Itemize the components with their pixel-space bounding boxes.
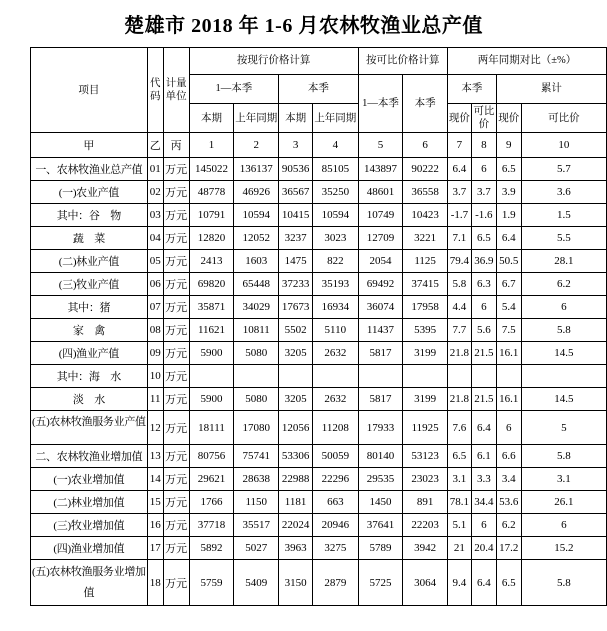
cell-value: 9.4	[447, 560, 471, 606]
cell-value: 37641	[358, 514, 403, 537]
row-label: (三)牧业产值	[31, 273, 148, 296]
row-label: (四)渔业增加值	[31, 537, 148, 560]
cell-value: 5395	[403, 319, 448, 342]
header-current-period-2: 本期	[279, 104, 313, 133]
cell-value: 35250	[313, 181, 359, 204]
cell-value: 12052	[234, 227, 279, 250]
row-code: 11	[147, 388, 163, 411]
cell-value: 36567	[279, 181, 313, 204]
cell-value: 5.8	[521, 560, 606, 606]
table-row	[31, 468, 607, 491]
cell-value	[403, 365, 448, 388]
table-row	[31, 365, 607, 388]
cell-value: 3.1	[447, 468, 471, 491]
cell-value	[234, 365, 279, 388]
cell-value: 6.6	[496, 445, 521, 468]
guide-cell: 2	[234, 133, 279, 158]
header-last-year-2: 上年同期	[313, 104, 359, 133]
cell-value: 10423	[403, 204, 448, 227]
cell-value: 20946	[313, 514, 359, 537]
header-q1-to-current: 1—本季	[189, 75, 279, 104]
cell-value: 28.1	[521, 250, 606, 273]
cell-value: 5.6	[471, 319, 496, 342]
cell-value: 6.2	[521, 273, 606, 296]
cell-value: 36074	[358, 296, 403, 319]
cell-value: 17933	[358, 411, 403, 445]
cell-value: 5900	[189, 342, 234, 365]
cell-value: 1125	[403, 250, 448, 273]
row-code: 02	[147, 181, 163, 204]
cell-value: 21.5	[471, 342, 496, 365]
cell-value: 3023	[313, 227, 359, 250]
cell-value: 5080	[234, 342, 279, 365]
cell-value: 12709	[358, 227, 403, 250]
cell-value: 3.1	[521, 468, 606, 491]
header-current-price-group: 按现行价格计算	[189, 48, 358, 75]
row-label: 其中：猪	[31, 296, 148, 319]
cell-value: 79.4	[447, 250, 471, 273]
table-row	[31, 491, 607, 514]
cell-value: 3942	[403, 537, 448, 560]
guide-cell: 4	[313, 133, 359, 158]
cell-value: 5725	[358, 560, 403, 606]
cell-value: 36.9	[471, 250, 496, 273]
guide-cell: 3	[279, 133, 313, 158]
cell-value: 90222	[403, 158, 448, 181]
row-label: (一)农业增加值	[31, 468, 148, 491]
row-unit: 万元	[163, 181, 189, 204]
cell-value: 5080	[234, 388, 279, 411]
cell-value	[496, 365, 521, 388]
cell-value: 3237	[279, 227, 313, 250]
row-unit: 万元	[163, 537, 189, 560]
row-unit: 万元	[163, 158, 189, 181]
cell-value: 1.9	[496, 204, 521, 227]
row-unit: 万元	[163, 514, 189, 537]
row-code: 13	[147, 445, 163, 468]
guide-cell: 乙	[147, 133, 163, 158]
cell-value: 50.5	[496, 250, 521, 273]
cell-value: 21	[447, 537, 471, 560]
cell-value: 2632	[313, 342, 359, 365]
row-label: 二、农林牧渔业增加值	[31, 445, 148, 468]
cell-value: 35517	[234, 514, 279, 537]
cell-value	[313, 365, 359, 388]
cell-value	[189, 365, 234, 388]
table-row	[31, 296, 607, 319]
cell-value: 35193	[313, 273, 359, 296]
row-unit: 万元	[163, 204, 189, 227]
cell-value: 7.6	[447, 411, 471, 445]
row-label: (二)林业产值	[31, 250, 148, 273]
cell-value: 11925	[403, 411, 448, 445]
row-unit: 万元	[163, 388, 189, 411]
cell-value: 3275	[313, 537, 359, 560]
table-row	[31, 514, 607, 537]
row-unit: 万元	[163, 365, 189, 388]
table-body	[31, 158, 607, 606]
cell-value: 891	[403, 491, 448, 514]
cell-value: 15.2	[521, 537, 606, 560]
cell-value: 10791	[189, 204, 234, 227]
table-row	[31, 560, 607, 606]
header-yoy-current-quarter: 本季	[447, 75, 496, 104]
cell-value: 14.5	[521, 342, 606, 365]
row-code: 01	[147, 158, 163, 181]
cell-value: 10594	[313, 204, 359, 227]
cell-value: 3199	[403, 342, 448, 365]
cell-value: 5502	[279, 319, 313, 342]
header-yoy-cumulative: 累计	[496, 75, 606, 104]
cell-value	[447, 365, 471, 388]
row-label: (四)渔业产值	[31, 342, 148, 365]
cell-value: 6.7	[496, 273, 521, 296]
header-yoy-group: 两年同期对比（±%）	[447, 48, 606, 75]
cell-value: 69492	[358, 273, 403, 296]
cell-value: 37233	[279, 273, 313, 296]
cell-value: 3064	[403, 560, 448, 606]
cell-value: 11621	[189, 319, 234, 342]
cell-value: 5.8	[447, 273, 471, 296]
cell-value: 36558	[403, 181, 448, 204]
table-row	[31, 537, 607, 560]
row-code: 14	[147, 468, 163, 491]
cell-value: 6.4	[496, 227, 521, 250]
header-comparable-price-q: 可比价	[471, 104, 496, 133]
header-current-quarter-comparable: 本季	[403, 75, 448, 133]
cell-value: 17.2	[496, 537, 521, 560]
row-label: (五)农林牧渔服务业增加值	[31, 560, 148, 606]
cell-value: 22203	[403, 514, 448, 537]
header-comparable-price-cum: 可比价	[521, 104, 606, 133]
cell-value: 3205	[279, 342, 313, 365]
row-unit: 万元	[163, 445, 189, 468]
cell-value	[279, 365, 313, 388]
row-code: 17	[147, 537, 163, 560]
cell-value: 7.5	[496, 319, 521, 342]
header-q1-to-current-comparable: 1—本季	[358, 75, 403, 133]
row-code: 10	[147, 365, 163, 388]
cell-value: 1450	[358, 491, 403, 514]
guide-cell: 5	[358, 133, 403, 158]
cell-value: 1475	[279, 250, 313, 273]
cell-value: 75741	[234, 445, 279, 468]
cell-value: 69820	[189, 273, 234, 296]
cell-value: 34029	[234, 296, 279, 319]
cell-value: 37718	[189, 514, 234, 537]
row-label: 一、农林牧渔业总产值	[31, 158, 148, 181]
row-unit: 万元	[163, 319, 189, 342]
cell-value: 6.4	[447, 158, 471, 181]
cell-value: 3.3	[471, 468, 496, 491]
row-code: 03	[147, 204, 163, 227]
cell-value: 78.1	[447, 491, 471, 514]
guide-cell: 7	[447, 133, 471, 158]
cell-value: 11208	[313, 411, 359, 445]
cell-value: 26.1	[521, 491, 606, 514]
row-label: (一)农业产值	[31, 181, 148, 204]
cell-value: 17958	[403, 296, 448, 319]
guide-cell: 9	[496, 133, 521, 158]
header-current-quarter: 本季	[279, 75, 358, 104]
cell-value: 18111	[189, 411, 234, 445]
cell-value: 5	[521, 411, 606, 445]
cell-value: 53306	[279, 445, 313, 468]
cell-value: 11437	[358, 319, 403, 342]
table-row	[31, 273, 607, 296]
guide-cell: 丙	[163, 133, 189, 158]
cell-value: 5817	[358, 342, 403, 365]
row-label: 其中：谷 物	[31, 204, 148, 227]
cell-value: 3.9	[496, 181, 521, 204]
row-code: 09	[147, 342, 163, 365]
cell-value: 6.5	[496, 560, 521, 606]
table-row	[31, 388, 607, 411]
cell-value: 1766	[189, 491, 234, 514]
row-label: (三)牧业增加值	[31, 514, 148, 537]
cell-value: 5789	[358, 537, 403, 560]
cell-value: 53.6	[496, 491, 521, 514]
header-current-price-cum: 现价	[496, 104, 521, 133]
cell-value: 1181	[279, 491, 313, 514]
cell-value: 2632	[313, 388, 359, 411]
cell-value: 80140	[358, 445, 403, 468]
cell-value: 48601	[358, 181, 403, 204]
cell-value: 5.7	[521, 158, 606, 181]
cell-value	[521, 365, 606, 388]
cell-value: 6.5	[496, 158, 521, 181]
guide-cell: 8	[471, 133, 496, 158]
cell-value: 6	[471, 514, 496, 537]
cell-value: 6.5	[447, 445, 471, 468]
cell-value: 6	[471, 296, 496, 319]
cell-value	[358, 365, 403, 388]
guide-cell: 10	[521, 133, 606, 158]
page-title: 楚雄市 2018 年 1-6 月农林牧渔业总产值	[124, 15, 483, 37]
header-row-groups	[31, 48, 607, 75]
row-code: 15	[147, 491, 163, 514]
cell-value: 663	[313, 491, 359, 514]
cell-value: 3199	[403, 388, 448, 411]
cell-value: 3.7	[471, 181, 496, 204]
row-code: 06	[147, 273, 163, 296]
cell-value: 12820	[189, 227, 234, 250]
cell-value: 6	[496, 411, 521, 445]
header-current-period-1: 本期	[189, 104, 234, 133]
cell-value: 17080	[234, 411, 279, 445]
cell-value: 37415	[403, 273, 448, 296]
cell-value: 5.8	[521, 319, 606, 342]
column-guide-row	[31, 133, 607, 158]
cell-value: 10749	[358, 204, 403, 227]
row-unit: 万元	[163, 296, 189, 319]
cell-value: 29535	[358, 468, 403, 491]
table-row	[31, 204, 607, 227]
cell-value: 5759	[189, 560, 234, 606]
output-value-table	[30, 47, 607, 606]
table-row	[31, 319, 607, 342]
cell-value: 1.5	[521, 204, 606, 227]
cell-value: 4.4	[447, 296, 471, 319]
cell-value: 5.4	[496, 296, 521, 319]
table-row	[31, 227, 607, 250]
cell-value: 6	[521, 296, 606, 319]
row-code: 12	[147, 411, 163, 445]
cell-value: 16.1	[496, 388, 521, 411]
guide-cell: 6	[403, 133, 448, 158]
cell-value: 16934	[313, 296, 359, 319]
cell-value: 2413	[189, 250, 234, 273]
guide-cell: 1	[189, 133, 234, 158]
row-code: 16	[147, 514, 163, 537]
cell-value: 6.4	[471, 411, 496, 445]
row-unit: 万元	[163, 273, 189, 296]
cell-value: 28638	[234, 468, 279, 491]
cell-value: 5.8	[521, 445, 606, 468]
row-code: 18	[147, 560, 163, 606]
cell-value: 17673	[279, 296, 313, 319]
cell-value: 2879	[313, 560, 359, 606]
cell-value: 3.6	[521, 181, 606, 204]
cell-value: 85105	[313, 158, 359, 181]
row-code: 08	[147, 319, 163, 342]
cell-value: 3150	[279, 560, 313, 606]
cell-value: 50059	[313, 445, 359, 468]
table-row	[31, 445, 607, 468]
cell-value: 3205	[279, 388, 313, 411]
cell-value: 3.7	[447, 181, 471, 204]
cell-value: 7.1	[447, 227, 471, 250]
cell-value: 21.8	[447, 388, 471, 411]
header-item: 项目	[31, 48, 148, 133]
cell-value: 6.2	[496, 514, 521, 537]
cell-value: 2054	[358, 250, 403, 273]
row-unit: 万元	[163, 227, 189, 250]
cell-value: 145022	[189, 158, 234, 181]
cell-value: 46926	[234, 181, 279, 204]
cell-value: 53123	[403, 445, 448, 468]
cell-value: 6.3	[471, 273, 496, 296]
cell-value: 3221	[403, 227, 448, 250]
row-unit: 万元	[163, 411, 189, 445]
cell-value: 34.4	[471, 491, 496, 514]
table-row	[31, 181, 607, 204]
cell-value: 12056	[279, 411, 313, 445]
cell-value: 22024	[279, 514, 313, 537]
cell-value: 20.4	[471, 537, 496, 560]
cell-value: 6.1	[471, 445, 496, 468]
row-label: (五)农林牧渔服务业产值	[31, 411, 148, 445]
row-code: 05	[147, 250, 163, 273]
cell-value: 29621	[189, 468, 234, 491]
cell-value: 21.8	[447, 342, 471, 365]
cell-value: 5892	[189, 537, 234, 560]
cell-value: 80756	[189, 445, 234, 468]
cell-value: 143897	[358, 158, 403, 181]
row-unit: 万元	[163, 468, 189, 491]
cell-value: 5.1	[447, 514, 471, 537]
header-comparable-price-group: 按可比价格计算	[358, 48, 447, 75]
table-row	[31, 342, 607, 365]
cell-value: 5900	[189, 388, 234, 411]
cell-value: 10415	[279, 204, 313, 227]
cell-value: 5409	[234, 560, 279, 606]
cell-value: 22296	[313, 468, 359, 491]
row-label: 其中：海 水	[31, 365, 148, 388]
cell-value: 16.1	[496, 342, 521, 365]
cell-value: 5817	[358, 388, 403, 411]
cell-value: 21.5	[471, 388, 496, 411]
table-row	[31, 411, 607, 445]
cell-value: 6	[521, 514, 606, 537]
cell-value: 822	[313, 250, 359, 273]
header-last-year-1: 上年同期	[234, 104, 279, 133]
row-unit: 万元	[163, 491, 189, 514]
table-row	[31, 158, 607, 181]
cell-value: -1.6	[471, 204, 496, 227]
row-unit: 万元	[163, 342, 189, 365]
cell-value: 1603	[234, 250, 279, 273]
cell-value: 136137	[234, 158, 279, 181]
cell-value: 10594	[234, 204, 279, 227]
row-unit: 万元	[163, 560, 189, 606]
cell-value: 5027	[234, 537, 279, 560]
cell-value: 6	[471, 158, 496, 181]
cell-value: 22988	[279, 468, 313, 491]
cell-value: 5.5	[521, 227, 606, 250]
cell-value: 6.4	[471, 560, 496, 606]
table-row	[31, 250, 607, 273]
cell-value: 3.4	[496, 468, 521, 491]
row-code: 07	[147, 296, 163, 319]
cell-value: 5110	[313, 319, 359, 342]
cell-value: 23023	[403, 468, 448, 491]
cell-value: 65448	[234, 273, 279, 296]
cell-value: 1150	[234, 491, 279, 514]
header-current-price-q: 现价	[447, 104, 471, 133]
cell-value: 7.7	[447, 319, 471, 342]
cell-value: 14.5	[521, 388, 606, 411]
row-code: 04	[147, 227, 163, 250]
cell-value: -1.7	[447, 204, 471, 227]
row-label: 家 禽	[31, 319, 148, 342]
cell-value: 10811	[234, 319, 279, 342]
cell-value: 6.5	[471, 227, 496, 250]
cell-value	[471, 365, 496, 388]
cell-value: 48778	[189, 181, 234, 204]
row-label: 淡 水	[31, 388, 148, 411]
cell-value: 90536	[279, 158, 313, 181]
guide-cell: 甲	[31, 133, 148, 158]
row-label: 蔬 菜	[31, 227, 148, 250]
header-unit: 计量单位	[163, 48, 189, 133]
cell-value: 3963	[279, 537, 313, 560]
row-label: (二)林业增加值	[31, 491, 148, 514]
cell-value: 35871	[189, 296, 234, 319]
header-code: 代码	[147, 48, 163, 133]
row-unit: 万元	[163, 250, 189, 273]
